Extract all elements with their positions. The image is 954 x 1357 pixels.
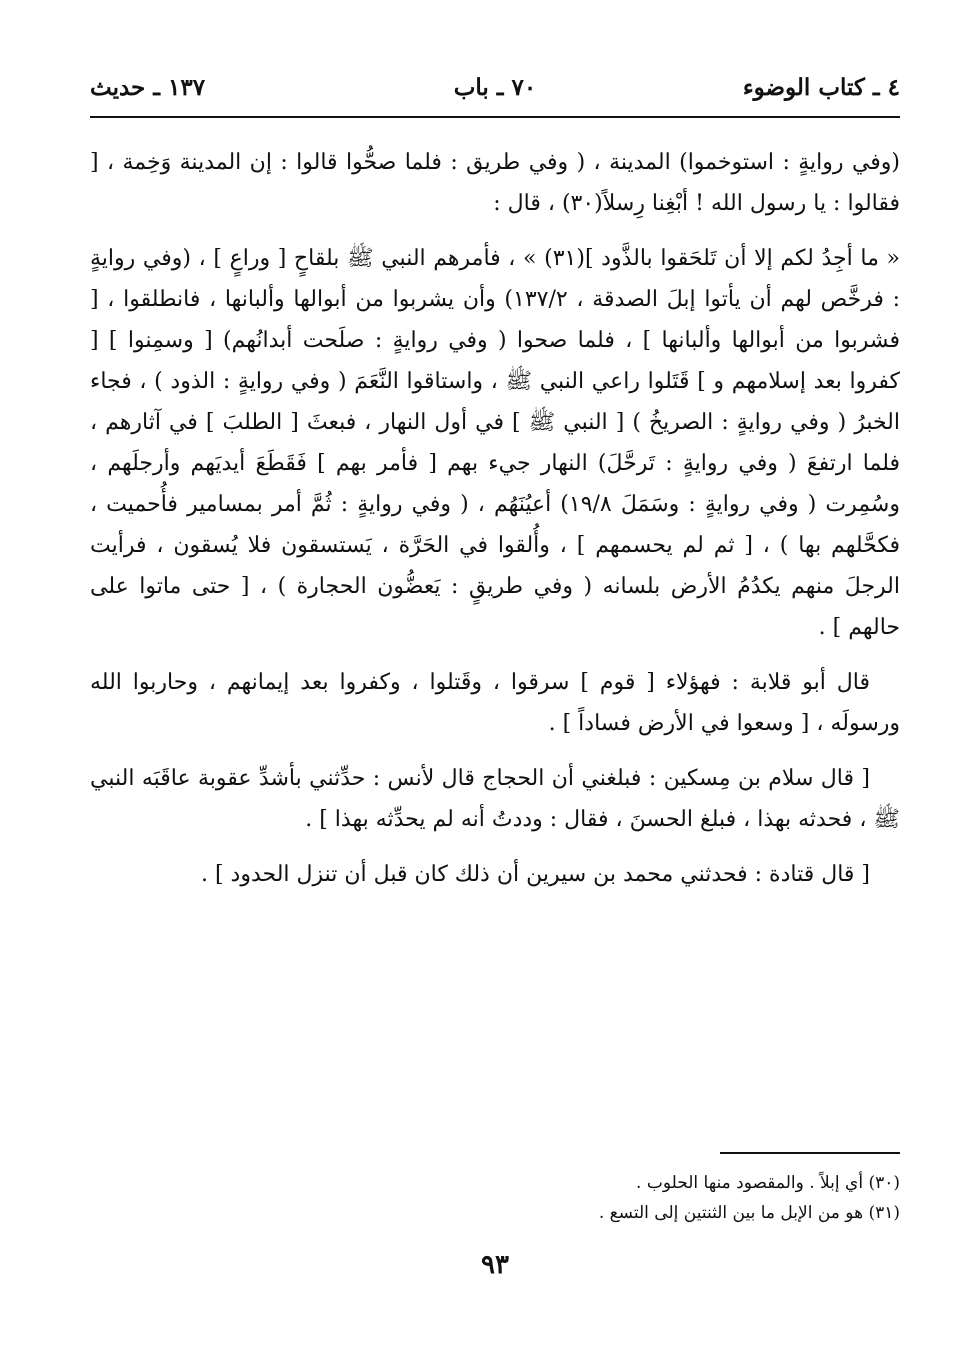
footnote-31: (٣١) هو من الإبل ما بين الثنتين إلى التسع . [598,1203,900,1223]
header-divider [90,116,900,118]
book-page [90,60,900,1340]
section-title: ٧٠ ـ باب [453,74,537,101]
chapter-title: ٤ ـ كتاب الوضوء [742,74,900,101]
paragraph-3: قال أبو قلابة : فهؤلاء [ قوم ] سرقوا ، وقَتلوا ، وكفروا بعد إيمانهم ، وحاربوا الله ورسولَه ، [ وسعوا في الأرض فساداً ] . [90,670,900,736]
footnote-30: (٣٠) أي إبلاً . والمقصود منها الحلوب . [636,1173,900,1193]
footnotes [300,1168,900,1228]
hadith-number: ١٣٧ ـ حديث [90,74,206,101]
paragraph-4: [ قال سلام بن مِسكين : فبلغني أن الحجاج قال لأنس : حدِّثني بأشدِّ عقوبة عاقَبَه النبي ﷺ ، فحدثه بهذا ، فبلغ الحسنَ ، فقال : وددتُ أنه لم يحدِّثه بهذا ] . [90,766,900,832]
paragraph-2: « ما أجِدُ لكم إلا أن تَلحَقوا بالذَّود ](٣١) » ، فأمرهم النبي ﷺ بلقاحٍ [ وراعٍ ] ، (وفي روايةٍ : فرخَّص لهم أن يأتوا إبلَ الصدقة ، ١٣٧/٢) وأن يشربوا من أبوالها وألبانها ، فانطلقوا ، [ فشربوا من أبوالها وألبانها ] ، فلما صحوا ( وفي روايةٍ : صلَحت أبدانُهم) [ وسمِنوا ] [ كفروا بعد إسلامهم و ] قَتَلوا راعي النبي ﷺ ، واستاقوا النَّعَمَ ( وفي روايةٍ : الذود ) ، فجاء الخبرُ ( وفي روايةٍ : الصريخُ ) [ النبي ﷺ ] في أول النهار ، فبعثَ [ الطلبَ ] في آثارهم ، فلما ارتفعَ ( وفي روايةٍ : تَرحَّلَ) النهار جيء بهم [ فأمر بهم ] فَقَطَعَ أيديَهم وأرجلَهم ، وسُمِرت ( وفي روايةٍ : وسَمَلَ ١٩/٨) أعيُنَهُم ، ( وفي روايةٍ : ثُمَّ أمر بمسامير فأُحميت ، فكحَّلهم بها ) ، [ ثم لم يحسمهم ] ، وأُلقوا في الحَرَّة ، يَستسقون فلا يُسقون ، فرأيت الرجلَ منهم يكدُمُ الأرض بلسانه ( وفي طريقٍ : يَعضُّون الحجارة ) ، [ حتى ماتوا على حالهم ] . [90,246,901,640]
page-number: ٩٣ [481,1250,509,1280]
running-header [90,68,900,108]
paragraph-5: [ قال قتادة : فحدثني محمد بن سيرين أن ذلك كان قبل أن تنزل الحدود ] . [200,862,870,887]
paragraph-1: (وفي روايةٍ : استوخموا) المدينة ، ( وفي طريق : فلما صحُّوا قالوا : إن المدينة وَخِمة ، [ فقالوا : يا رسول الله ! أبْغِنا رِسلاً(٣٠) ، قال : [90,150,900,216]
footnote-divider [720,1152,900,1154]
main-text [90,142,900,909]
